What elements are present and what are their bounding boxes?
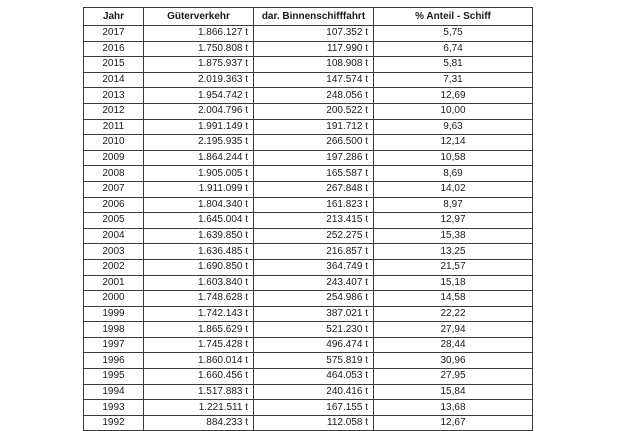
- total-freight-cell: 1.639.850 t: [144, 228, 254, 244]
- ship-share-cell: 30,96: [374, 353, 533, 369]
- ship-share-cell: 8,69: [374, 166, 533, 182]
- table-header-row: [84, 8, 533, 26]
- ship-share-cell: 27,95: [374, 369, 533, 385]
- table-row: [84, 322, 533, 338]
- table-row: [84, 41, 533, 57]
- inland-shipping-cell: 254.986 t: [254, 291, 374, 307]
- freight-statistics-table: [83, 7, 533, 431]
- table-row: [84, 88, 533, 104]
- table-row: [84, 228, 533, 244]
- total-freight-cell: 1.221.511 t: [144, 400, 254, 416]
- total-freight-cell: 2.195.935 t: [144, 135, 254, 151]
- total-freight-cell: 1.911.099 t: [144, 181, 254, 197]
- year-cell: 2004: [84, 228, 144, 244]
- ship-share-cell: 12,69: [374, 88, 533, 104]
- inland-shipping-cell: 252.275 t: [254, 228, 374, 244]
- ship-share-cell: 5,75: [374, 26, 533, 42]
- table-row: [84, 259, 533, 275]
- table-row: [84, 275, 533, 291]
- ship-share-cell: 10,00: [374, 103, 533, 119]
- ship-share-cell: 10,58: [374, 150, 533, 166]
- table-row: [84, 197, 533, 213]
- total-freight-cell: 1.636.485 t: [144, 244, 254, 260]
- ship-share-cell: 14,02: [374, 181, 533, 197]
- ship-share-cell: 13,25: [374, 244, 533, 260]
- table-row: [84, 166, 533, 182]
- total-freight-cell: 1.866.127 t: [144, 26, 254, 42]
- year-cell: 2005: [84, 213, 144, 229]
- total-freight-cell: 1.905.005 t: [144, 166, 254, 182]
- ship-share-cell: 12,97: [374, 213, 533, 229]
- table-row: [84, 291, 533, 307]
- inland-shipping-cell: 266.500 t: [254, 135, 374, 151]
- total-freight-cell: 2.004.796 t: [144, 103, 254, 119]
- total-freight-cell: 1.660.456 t: [144, 369, 254, 385]
- year-cell: 2007: [84, 181, 144, 197]
- year-cell: 1993: [84, 400, 144, 416]
- inland-shipping-cell: 575.819 t: [254, 353, 374, 369]
- ship-share-cell: 7,31: [374, 72, 533, 88]
- table-row: [84, 26, 533, 42]
- total-freight-cell: 1.804.340 t: [144, 197, 254, 213]
- year-cell: 2011: [84, 119, 144, 135]
- table-row: [84, 337, 533, 353]
- inland-shipping-cell: 248.056 t: [254, 88, 374, 104]
- table-row: [84, 415, 533, 431]
- header-total-freight: Güterverkehr: [144, 8, 254, 26]
- total-freight-cell: 2.019.363 t: [144, 72, 254, 88]
- year-cell: 2010: [84, 135, 144, 151]
- table-row: [84, 213, 533, 229]
- table-body: [84, 26, 533, 431]
- table-row: [84, 244, 533, 260]
- inland-shipping-cell: 107.352 t: [254, 26, 374, 42]
- year-cell: 2002: [84, 259, 144, 275]
- ship-share-cell: 21,57: [374, 259, 533, 275]
- year-cell: 1995: [84, 369, 144, 385]
- ship-share-cell: 12,14: [374, 135, 533, 151]
- ship-share-cell: 14,58: [374, 291, 533, 307]
- inland-shipping-cell: 147.574 t: [254, 72, 374, 88]
- table-row: [84, 103, 533, 119]
- table-row: [84, 384, 533, 400]
- freight-statistics-table-wrapper: [83, 7, 532, 431]
- year-cell: 2016: [84, 41, 144, 57]
- ship-share-cell: 15,38: [374, 228, 533, 244]
- ship-share-cell: 15,84: [374, 384, 533, 400]
- table-row: [84, 135, 533, 151]
- year-cell: 2008: [84, 166, 144, 182]
- ship-share-cell: 22,22: [374, 306, 533, 322]
- table-row: [84, 119, 533, 135]
- year-cell: 1994: [84, 384, 144, 400]
- inland-shipping-cell: 197.286 t: [254, 150, 374, 166]
- inland-shipping-cell: 364.749 t: [254, 259, 374, 275]
- inland-shipping-cell: 496.474 t: [254, 337, 374, 353]
- inland-shipping-cell: 267.848 t: [254, 181, 374, 197]
- inland-shipping-cell: 117.990 t: [254, 41, 374, 57]
- ship-share-cell: 6,74: [374, 41, 533, 57]
- inland-shipping-cell: 161.823 t: [254, 197, 374, 213]
- total-freight-cell: 1.750.808 t: [144, 41, 254, 57]
- year-cell: 1996: [84, 353, 144, 369]
- inland-shipping-cell: 191.712 t: [254, 119, 374, 135]
- table-row: [84, 369, 533, 385]
- year-cell: 2003: [84, 244, 144, 260]
- year-cell: 2017: [84, 26, 144, 42]
- total-freight-cell: 1.742.143 t: [144, 306, 254, 322]
- total-freight-cell: 1.875.937 t: [144, 57, 254, 73]
- year-cell: 1998: [84, 322, 144, 338]
- inland-shipping-cell: 165.587 t: [254, 166, 374, 182]
- year-cell: 2009: [84, 150, 144, 166]
- inland-shipping-cell: 521.230 t: [254, 322, 374, 338]
- ship-share-cell: 5,81: [374, 57, 533, 73]
- table-row: [84, 150, 533, 166]
- table-row: [84, 57, 533, 73]
- year-cell: 1992: [84, 415, 144, 431]
- ship-share-cell: 12,67: [374, 415, 533, 431]
- total-freight-cell: 884.233 t: [144, 415, 254, 431]
- total-freight-cell: 1.748.628 t: [144, 291, 254, 307]
- inland-shipping-cell: 200.522 t: [254, 103, 374, 119]
- ship-share-cell: 8,97: [374, 197, 533, 213]
- inland-shipping-cell: 213.415 t: [254, 213, 374, 229]
- inland-shipping-cell: 387.021 t: [254, 306, 374, 322]
- ship-share-cell: 9,63: [374, 119, 533, 135]
- total-freight-cell: 1.603.840 t: [144, 275, 254, 291]
- total-freight-cell: 1.860.014 t: [144, 353, 254, 369]
- ship-share-cell: 28,44: [374, 337, 533, 353]
- inland-shipping-cell: 216.857 t: [254, 244, 374, 260]
- table-row: [84, 353, 533, 369]
- header-inland-shipping: dar. Binnenschifffahrt: [254, 8, 374, 26]
- year-cell: 2001: [84, 275, 144, 291]
- inland-shipping-cell: 167.155 t: [254, 400, 374, 416]
- total-freight-cell: 1.517.883 t: [144, 384, 254, 400]
- ship-share-cell: 27,94: [374, 322, 533, 338]
- inland-shipping-cell: 243.407 t: [254, 275, 374, 291]
- total-freight-cell: 1.991.149 t: [144, 119, 254, 135]
- year-cell: 1999: [84, 306, 144, 322]
- ship-share-cell: 15,18: [374, 275, 533, 291]
- inland-shipping-cell: 240.416 t: [254, 384, 374, 400]
- total-freight-cell: 1.645.004 t: [144, 213, 254, 229]
- year-cell: 1997: [84, 337, 144, 353]
- year-cell: 2013: [84, 88, 144, 104]
- total-freight-cell: 1.690.850 t: [144, 259, 254, 275]
- year-cell: 2015: [84, 57, 144, 73]
- total-freight-cell: 1.865.629 t: [144, 322, 254, 338]
- inland-shipping-cell: 464.053 t: [254, 369, 374, 385]
- total-freight-cell: 1.954.742 t: [144, 88, 254, 104]
- inland-shipping-cell: 112.058 t: [254, 415, 374, 431]
- year-cell: 2014: [84, 72, 144, 88]
- total-freight-cell: 1.745.428 t: [144, 337, 254, 353]
- inland-shipping-cell: 108.908 t: [254, 57, 374, 73]
- year-cell: 2012: [84, 103, 144, 119]
- header-year: Jahr: [84, 8, 144, 26]
- table-row: [84, 400, 533, 416]
- table-row: [84, 306, 533, 322]
- header-ship-share-percent: % Anteil - Schiff: [374, 8, 533, 26]
- table-row: [84, 181, 533, 197]
- total-freight-cell: 1.864.244 t: [144, 150, 254, 166]
- year-cell: 2006: [84, 197, 144, 213]
- ship-share-cell: 13,68: [374, 400, 533, 416]
- table-row: [84, 72, 533, 88]
- year-cell: 2000: [84, 291, 144, 307]
